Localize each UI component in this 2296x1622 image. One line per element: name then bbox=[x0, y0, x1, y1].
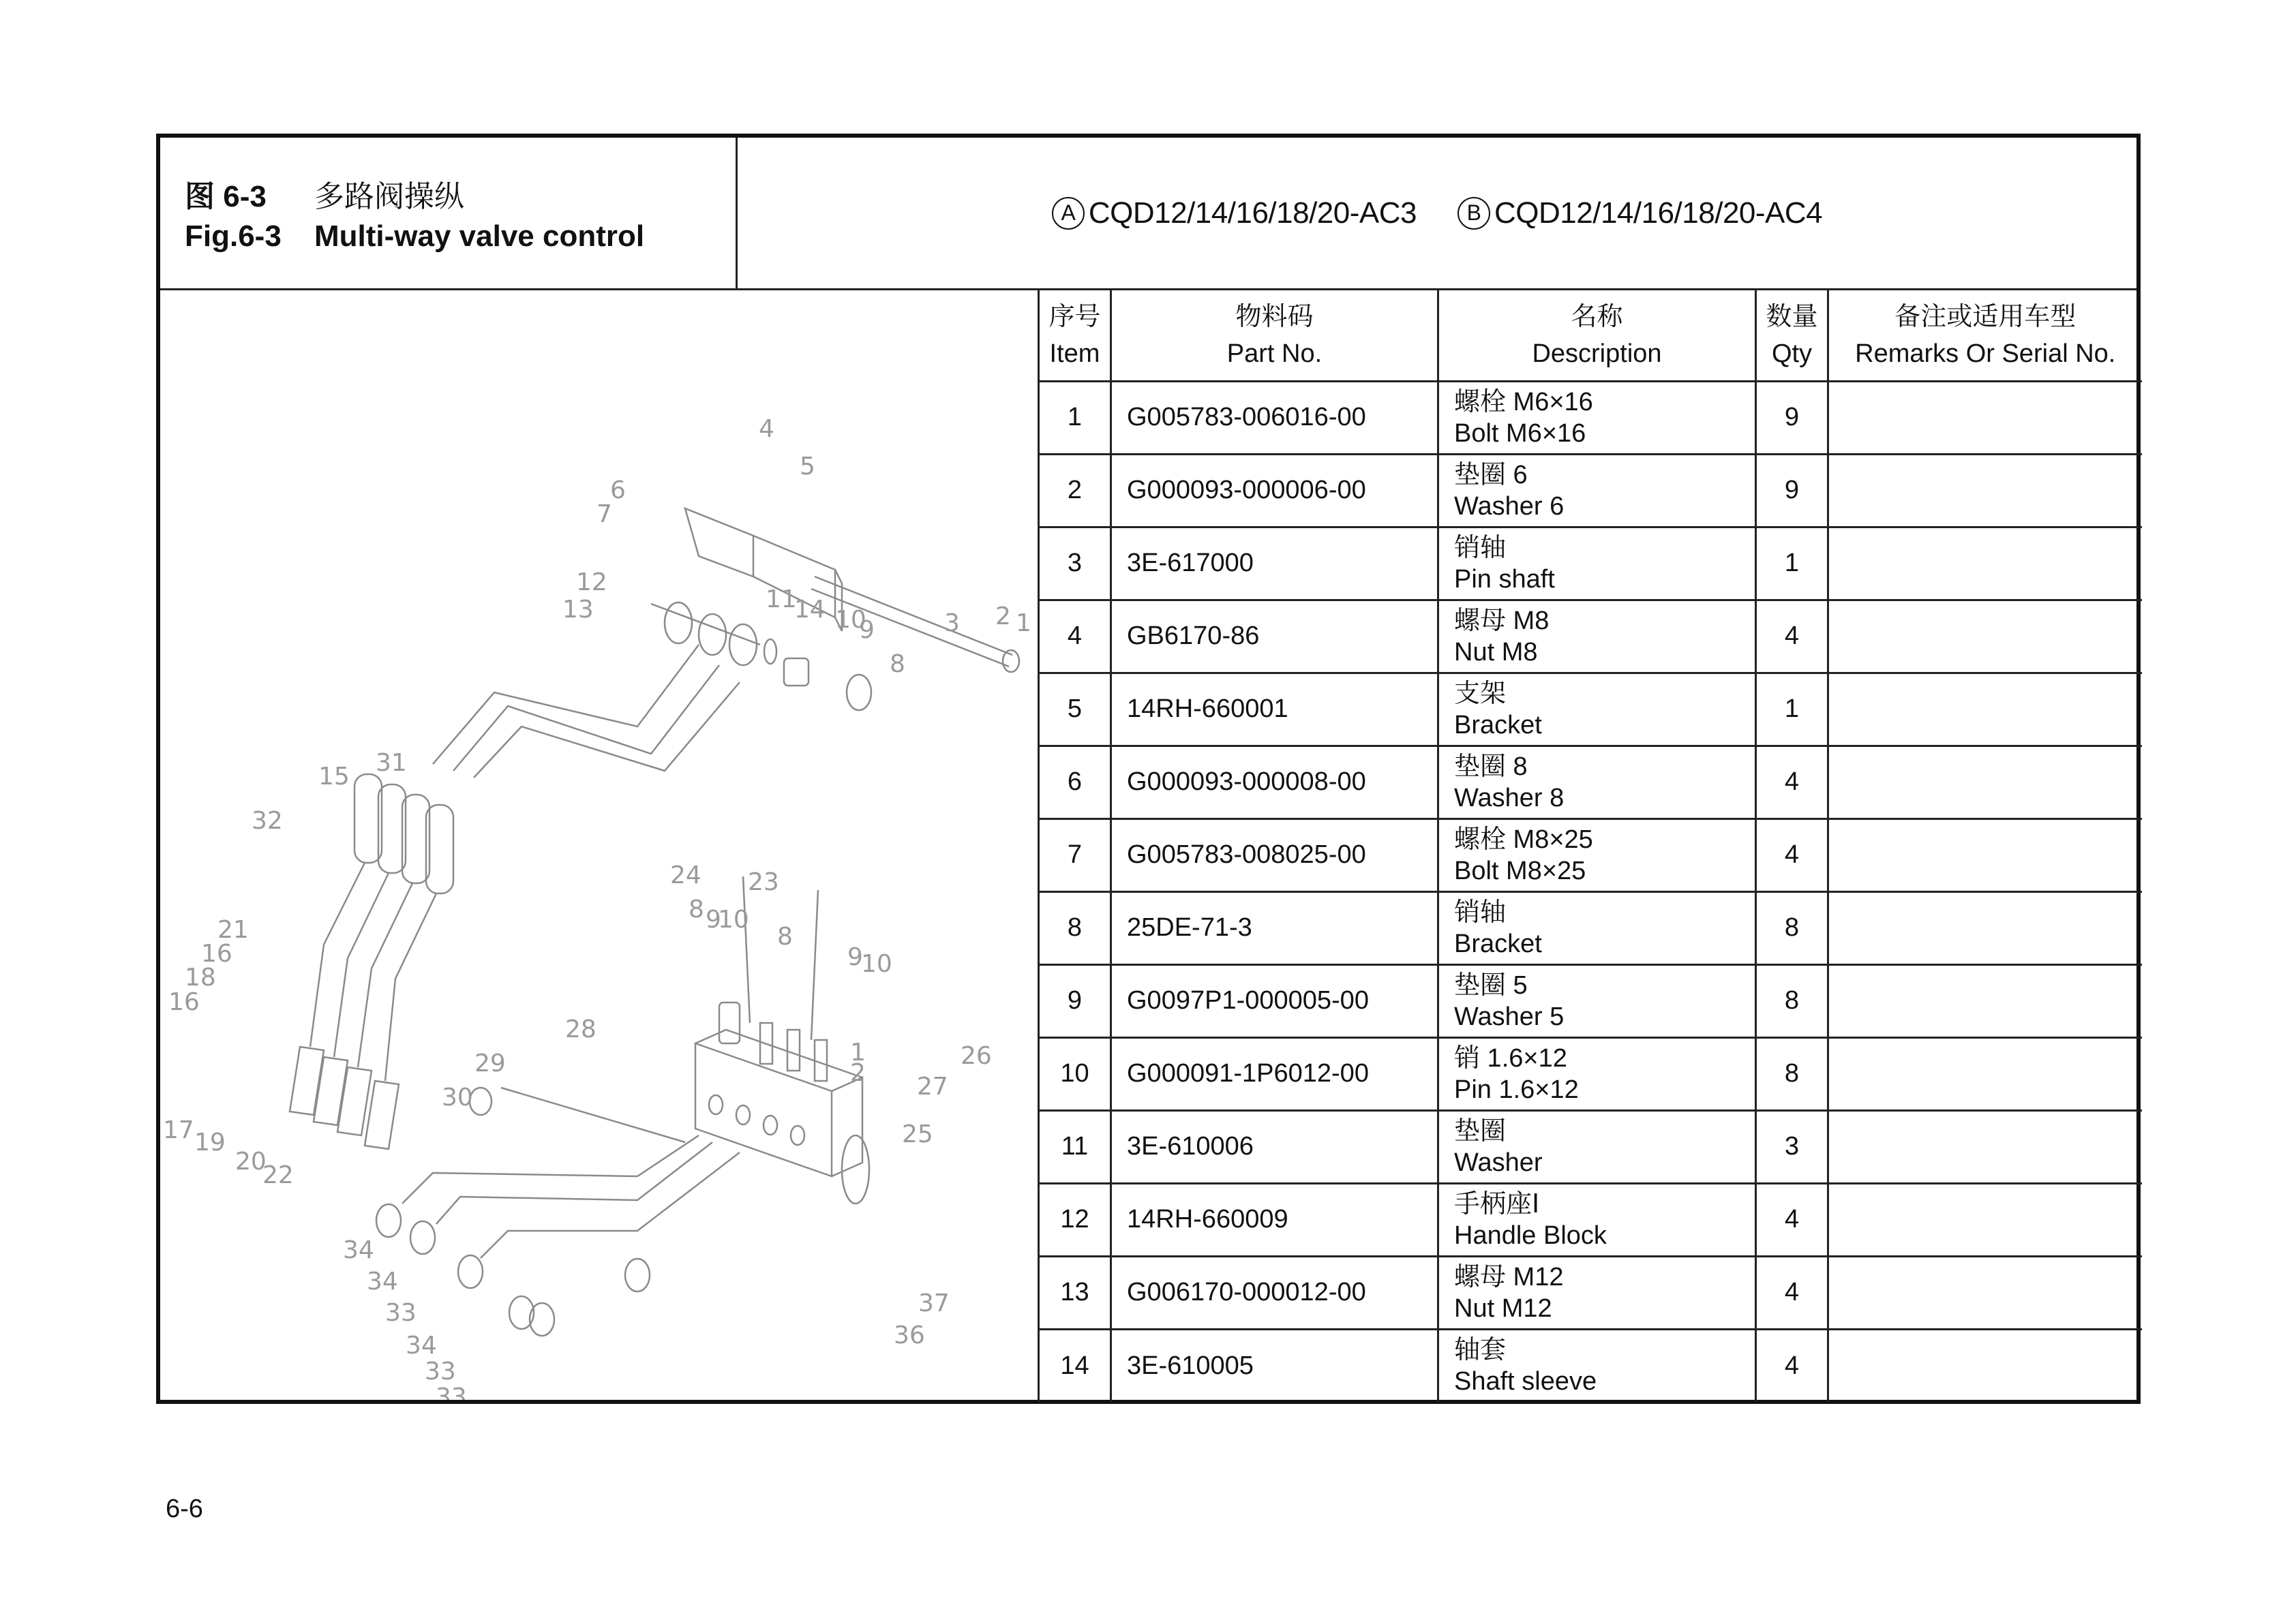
qty-cell bbox=[1756, 673, 1828, 746]
remarks-cell bbox=[1828, 1256, 2142, 1329]
callout-label: 9 bbox=[706, 906, 721, 934]
callout-label: 32 bbox=[252, 807, 283, 835]
qty-cell bbox=[1756, 454, 1828, 527]
model-b bbox=[1457, 196, 1822, 230]
item-item: 8 bbox=[1067, 913, 1083, 942]
qty-qty: 8 bbox=[1784, 1059, 1800, 1088]
item-cell bbox=[1039, 964, 1111, 1037]
callout-label: 33 bbox=[425, 1358, 456, 1386]
qty-qty: 4 bbox=[1784, 1351, 1800, 1380]
callout-label: 10 bbox=[718, 906, 749, 934]
callout-label: 10 bbox=[835, 606, 866, 634]
part-number-cell bbox=[1111, 600, 1438, 673]
item-cell bbox=[1039, 1110, 1111, 1183]
col-header-description: 名称 Description bbox=[1438, 290, 1756, 381]
qty-cell bbox=[1756, 1329, 1828, 1402]
model-b-label: CQD12/14/16/18/20-AC4 bbox=[1494, 196, 1823, 230]
part-number-part-no: 3E-610006 bbox=[1127, 1132, 1254, 1161]
remarks-cell bbox=[1828, 454, 2142, 527]
item-cell bbox=[1039, 1037, 1111, 1110]
qty-qty: 9 bbox=[1784, 476, 1800, 504]
remarks-cell bbox=[1828, 746, 2142, 818]
qty-qty: 4 bbox=[1784, 1205, 1800, 1234]
part-number-cell bbox=[1111, 891, 1438, 964]
table-row bbox=[1039, 964, 2142, 1037]
callout-label: 23 bbox=[748, 868, 779, 896]
parts-table-body bbox=[1039, 381, 2142, 1402]
table-row bbox=[1039, 746, 2142, 818]
description-desc-en: Nut M12 bbox=[1454, 1294, 1552, 1323]
part-number-cell bbox=[1111, 1329, 1438, 1402]
callout-label: 30 bbox=[442, 1084, 473, 1112]
description-cell bbox=[1438, 818, 1756, 891]
part-number-cell bbox=[1111, 1256, 1438, 1329]
description-desc-en: Nut M8 bbox=[1454, 637, 1538, 667]
item-item: 2 bbox=[1067, 476, 1083, 504]
callout-label: 29 bbox=[474, 1050, 506, 1077]
description-desc-cn: 销 1.6×12 bbox=[1454, 1043, 1567, 1073]
qty-qty: 4 bbox=[1784, 840, 1800, 869]
item-cell bbox=[1039, 600, 1111, 673]
part-number-part-no: G006170-000012-00 bbox=[1127, 1278, 1366, 1306]
figure-number-cn: 图 6-3 bbox=[185, 180, 267, 213]
item-item: 5 bbox=[1067, 694, 1083, 723]
table-row bbox=[1039, 1183, 2142, 1256]
figure-number-en: Fig.6-3 bbox=[185, 219, 282, 253]
callout-label: 36 bbox=[894, 1321, 925, 1349]
description-desc-cn: 支架 bbox=[1454, 679, 1507, 708]
qty-cell bbox=[1756, 1183, 1828, 1256]
table-row bbox=[1039, 818, 2142, 891]
callout-label: 20 bbox=[235, 1148, 267, 1176]
description-desc-cn: 垫圈 bbox=[1454, 1116, 1507, 1146]
description-desc-en: Bracket bbox=[1454, 929, 1542, 958]
part-number-cell bbox=[1111, 381, 1438, 454]
part-number-part-no: G0097P1-000005-00 bbox=[1127, 986, 1369, 1015]
part-number-part-no: 14RH-660009 bbox=[1127, 1205, 1288, 1234]
item-cell bbox=[1039, 1329, 1111, 1402]
callout-label: 26 bbox=[961, 1042, 992, 1070]
table-row bbox=[1039, 381, 2142, 454]
callout-label: 34 bbox=[406, 1332, 437, 1360]
qty-cell bbox=[1756, 1037, 1828, 1110]
figure-title-en bbox=[185, 219, 644, 254]
callout-label: 13 bbox=[562, 596, 594, 624]
figure-title-en-text: Multi-way valve control bbox=[314, 219, 645, 253]
callout-label: 18 bbox=[185, 964, 216, 992]
item-item: 7 bbox=[1067, 840, 1083, 869]
callout-label: 7 bbox=[596, 500, 612, 528]
qty-cell bbox=[1756, 527, 1828, 600]
item-cell bbox=[1039, 891, 1111, 964]
qty-cell bbox=[1756, 1256, 1828, 1329]
figure-title-cn-text: 多路阀操纵 bbox=[314, 180, 464, 213]
part-number-part-no: 25DE-71-3 bbox=[1127, 913, 1252, 942]
circled-letter-b-icon: B bbox=[1457, 197, 1490, 230]
qty-qty: 4 bbox=[1784, 767, 1800, 796]
callout-label: 8 bbox=[890, 650, 905, 678]
qty-qty: 8 bbox=[1784, 986, 1800, 1015]
qty-qty: 4 bbox=[1784, 1278, 1800, 1306]
valve-control-illustration bbox=[160, 290, 1038, 1400]
description-desc-en: Bolt M8×25 bbox=[1454, 856, 1586, 885]
callout-label: 10 bbox=[861, 950, 892, 978]
remarks-cell bbox=[1828, 381, 2142, 454]
figure-title-cn bbox=[185, 172, 464, 215]
description-desc-cn: 螺栓 M8×25 bbox=[1454, 825, 1593, 854]
item-cell bbox=[1039, 454, 1111, 527]
description-desc-en: Handle Block bbox=[1454, 1221, 1607, 1250]
description-desc-cn: 轴套 bbox=[1454, 1336, 1507, 1365]
item-cell bbox=[1039, 1183, 1111, 1256]
qty-cell bbox=[1756, 1110, 1828, 1183]
part-number-part-no: G005783-006016-00 bbox=[1127, 403, 1366, 431]
qty-cell bbox=[1756, 600, 1828, 673]
callout-label: 2 bbox=[850, 1059, 866, 1087]
col-header-part-no: 物料码 Part No. bbox=[1111, 290, 1438, 381]
qty-qty: 8 bbox=[1784, 913, 1800, 942]
table-row bbox=[1039, 454, 2142, 527]
description-cell bbox=[1438, 600, 1756, 673]
item-item: 14 bbox=[1060, 1351, 1089, 1380]
qty-cell bbox=[1756, 891, 1828, 964]
description-cell bbox=[1438, 381, 1756, 454]
item-item: 13 bbox=[1060, 1278, 1089, 1306]
callout-label: 8 bbox=[689, 896, 704, 923]
part-number-part-no: 14RH-660001 bbox=[1127, 694, 1288, 723]
callout-label: 1 bbox=[850, 1039, 866, 1067]
table-row bbox=[1039, 1256, 2142, 1329]
callout-label: 3 bbox=[944, 609, 960, 637]
part-number-cell bbox=[1111, 746, 1438, 818]
model-a-label: CQD12/14/16/18/20-AC3 bbox=[1088, 196, 1417, 230]
description-desc-en: Bracket bbox=[1454, 710, 1542, 739]
item-item: 9 bbox=[1067, 986, 1083, 1015]
callout-label: 34 bbox=[367, 1268, 398, 1296]
qty-cell bbox=[1756, 746, 1828, 818]
part-number-cell bbox=[1111, 1183, 1438, 1256]
callout-label: 16 bbox=[201, 940, 232, 968]
callout-label: 11 bbox=[766, 585, 797, 613]
part-number-part-no: G000093-000008-00 bbox=[1127, 767, 1366, 796]
description-desc-en: Washer bbox=[1454, 1148, 1543, 1177]
item-item: 10 bbox=[1060, 1059, 1089, 1088]
callout-label: 34 bbox=[343, 1236, 374, 1264]
table-row bbox=[1039, 673, 2142, 746]
part-number-part-no: G000093-000006-00 bbox=[1127, 476, 1366, 504]
callout-label: 12 bbox=[576, 568, 607, 596]
part-number-part-no: 3E-610005 bbox=[1127, 1351, 1254, 1380]
callout-label: 33 bbox=[385, 1299, 417, 1327]
remarks-cell bbox=[1828, 600, 2142, 673]
description-cell bbox=[1438, 1110, 1756, 1183]
callout-label: 24 bbox=[670, 861, 701, 889]
item-item: 11 bbox=[1061, 1132, 1089, 1161]
table-row bbox=[1039, 1037, 2142, 1110]
callout-label: 8 bbox=[777, 923, 793, 951]
qty-qty: 3 bbox=[1784, 1132, 1800, 1161]
description-desc-cn: 垫圈 8 bbox=[1454, 752, 1528, 781]
callout-label: 27 bbox=[917, 1073, 948, 1101]
description-desc-cn: 垫圈 5 bbox=[1454, 970, 1528, 1000]
parts-page-frame bbox=[156, 134, 2141, 1404]
callout-label: 2 bbox=[995, 602, 1011, 630]
callout-label: 15 bbox=[318, 763, 350, 791]
description-cell bbox=[1438, 1329, 1756, 1402]
col-header-remarks: 备注或适用车型 Remarks Or Serial No. bbox=[1828, 290, 2142, 381]
item-item: 12 bbox=[1060, 1205, 1089, 1234]
table-row bbox=[1039, 1110, 2142, 1183]
callout-label: 31 bbox=[376, 749, 407, 777]
description-desc-cn: 垫圈 6 bbox=[1454, 460, 1528, 489]
exploded-view-drawing bbox=[160, 290, 1038, 1400]
part-number-cell bbox=[1111, 673, 1438, 746]
callout-label: 9 bbox=[847, 943, 863, 971]
description-desc-en: Bolt M6×16 bbox=[1454, 418, 1586, 448]
remarks-cell bbox=[1828, 1329, 2142, 1402]
callout-label: 25 bbox=[902, 1120, 933, 1148]
item-item: 1 bbox=[1067, 403, 1083, 431]
description-cell bbox=[1438, 1037, 1756, 1110]
part-number-part-no: GB6170-86 bbox=[1127, 622, 1260, 650]
col-header-item: 序号 Item bbox=[1039, 290, 1111, 381]
part-number-cell bbox=[1111, 454, 1438, 527]
callout-label: 14 bbox=[794, 596, 826, 624]
parts-list-table bbox=[1038, 290, 2142, 1402]
qty-qty: 1 bbox=[1784, 549, 1800, 577]
callout-label: 17 bbox=[163, 1116, 194, 1144]
table-row bbox=[1039, 527, 2142, 600]
description-desc-cn: 螺母 M12 bbox=[1454, 1262, 1564, 1291]
description-desc-cn: 销轴 bbox=[1454, 533, 1507, 562]
part-number-cell bbox=[1111, 1110, 1438, 1183]
remarks-cell bbox=[1828, 527, 2142, 600]
item-cell bbox=[1039, 746, 1111, 818]
item-item: 3 bbox=[1067, 549, 1083, 577]
description-cell bbox=[1438, 964, 1756, 1037]
description-cell bbox=[1438, 527, 1756, 600]
qty-qty: 4 bbox=[1784, 622, 1800, 650]
qty-cell bbox=[1756, 818, 1828, 891]
circled-letter-a-icon: A bbox=[1052, 197, 1085, 230]
table-header-row bbox=[1039, 290, 2142, 381]
part-number-part-no: 3E-617000 bbox=[1127, 549, 1254, 577]
description-desc-en: Washer 5 bbox=[1454, 1002, 1565, 1031]
remarks-cell bbox=[1828, 818, 2142, 891]
figure-title-block bbox=[160, 138, 738, 290]
description-cell bbox=[1438, 1256, 1756, 1329]
table-row bbox=[1039, 891, 2142, 964]
callout-label: 33 bbox=[436, 1383, 467, 1400]
remarks-cell bbox=[1828, 1037, 2142, 1110]
remarks-cell bbox=[1828, 1183, 2142, 1256]
description-cell bbox=[1438, 454, 1756, 527]
part-number-part-no: G000091-1P6012-00 bbox=[1127, 1059, 1369, 1088]
description-desc-en: Pin 1.6×12 bbox=[1454, 1075, 1579, 1104]
description-desc-cn: 销轴 bbox=[1454, 898, 1507, 927]
item-cell bbox=[1039, 381, 1111, 454]
qty-cell bbox=[1756, 381, 1828, 454]
description-cell bbox=[1438, 891, 1756, 964]
description-cell bbox=[1438, 1183, 1756, 1256]
description-cell bbox=[1438, 746, 1756, 818]
part-number-cell bbox=[1111, 1037, 1438, 1110]
remarks-cell bbox=[1828, 964, 2142, 1037]
description-desc-cn: 螺栓 M6×16 bbox=[1454, 387, 1593, 416]
part-number-cell bbox=[1111, 818, 1438, 891]
callout-label: 5 bbox=[800, 453, 815, 480]
description-desc-en: Shaft sleeve bbox=[1454, 1367, 1597, 1396]
description-cell bbox=[1438, 673, 1756, 746]
description-desc-en: Pin shaft bbox=[1454, 564, 1555, 594]
item-cell bbox=[1039, 818, 1111, 891]
description-desc-cn: 螺母 M8 bbox=[1454, 606, 1550, 635]
callout-label: 6 bbox=[610, 476, 626, 504]
item-cell bbox=[1039, 673, 1111, 746]
page-number: 6-6 bbox=[166, 1495, 203, 1523]
item-item: 6 bbox=[1067, 767, 1083, 796]
callout-label: 37 bbox=[918, 1289, 950, 1317]
callout-labels bbox=[163, 415, 1031, 1400]
item-cell bbox=[1039, 527, 1111, 600]
callout-label: 28 bbox=[565, 1015, 596, 1043]
qty-qty: 9 bbox=[1784, 403, 1800, 431]
remarks-cell bbox=[1828, 1110, 2142, 1183]
callout-label: 21 bbox=[217, 916, 249, 944]
part-number-cell bbox=[1111, 527, 1438, 600]
part-number-part-no: G005783-008025-00 bbox=[1127, 840, 1366, 869]
applicable-models bbox=[738, 138, 2136, 290]
part-number-cell bbox=[1111, 964, 1438, 1037]
callout-label: 9 bbox=[859, 616, 875, 644]
item-item: 4 bbox=[1067, 622, 1083, 650]
model-a bbox=[1052, 196, 1417, 230]
table-row bbox=[1039, 1329, 2142, 1402]
description-desc-en: Washer 6 bbox=[1454, 491, 1565, 521]
callout-label: 1 bbox=[1016, 609, 1031, 637]
qty-cell bbox=[1756, 964, 1828, 1037]
qty-qty: 1 bbox=[1784, 694, 1800, 723]
description-desc-cn: 手柄座Ⅰ bbox=[1454, 1189, 1540, 1219]
remarks-cell bbox=[1828, 673, 2142, 746]
table-row bbox=[1039, 600, 2142, 673]
remarks-cell bbox=[1828, 891, 2142, 964]
col-header-qty: 数量 Qty bbox=[1756, 290, 1828, 381]
callout-label: 22 bbox=[262, 1161, 294, 1189]
item-cell bbox=[1039, 1256, 1111, 1329]
description-desc-en: Washer 8 bbox=[1454, 783, 1565, 812]
callout-label: 4 bbox=[759, 415, 774, 443]
callout-label: 16 bbox=[168, 988, 200, 1016]
callout-label: 19 bbox=[194, 1129, 226, 1157]
